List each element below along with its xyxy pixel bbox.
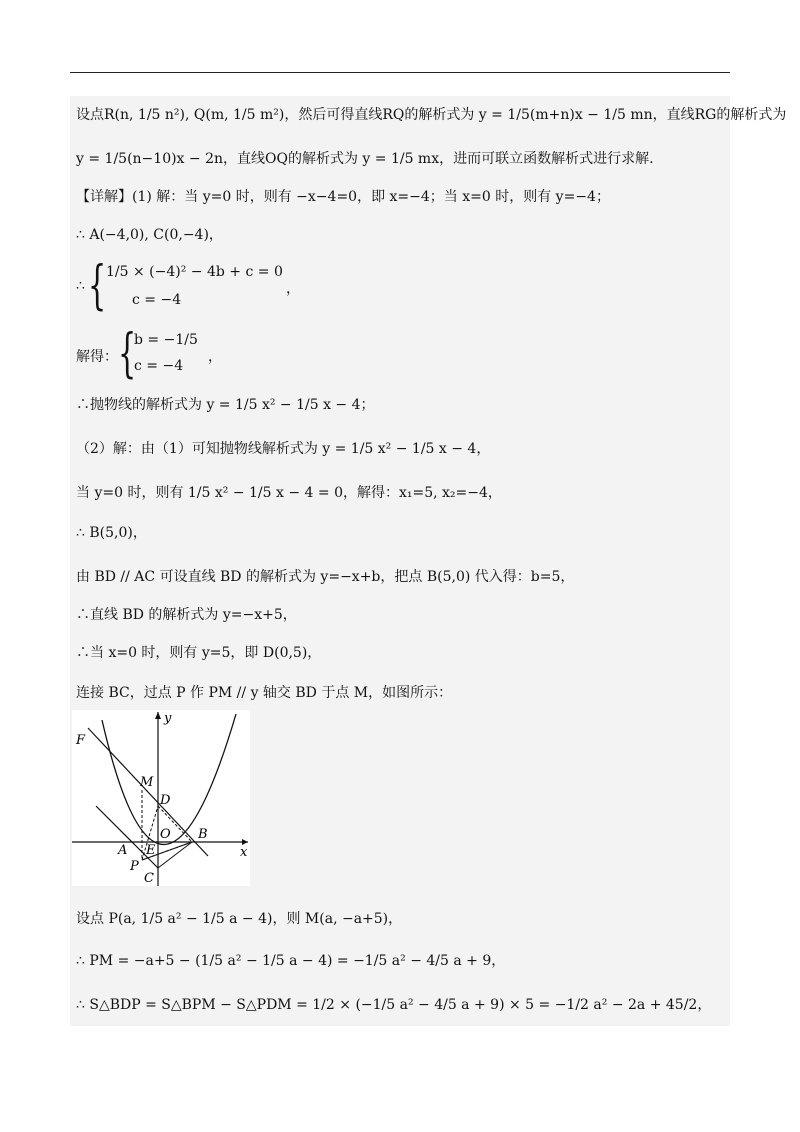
parabola-figure [72, 710, 250, 886]
punctuation: ， [286, 281, 300, 297]
text-line: 连接 BC，过点 P 作 PM // y 轴交 BD 于点 M，如图所示： [76, 685, 453, 701]
segment-cb [158, 842, 192, 868]
text-line: 由 BD // AC 可设直线 BD 的解析式为 y=−x+b，把点 B(5,0) 代入得：b=5， [76, 569, 575, 585]
text-line: ∴ PM = −a+5 − (1/5 a² − 1/5 a − 4) = −1/5 a² − 4/5 a + 9， [76, 953, 506, 969]
equation-system-1 [76, 258, 336, 318]
therefore-symbol: ∴ [76, 278, 85, 294]
text-line: 【详解】(1) 解：当 y=0 时，则有 −x−4=0，即 x=−4；当 x=0 时，则有 y=−4； [76, 189, 610, 205]
label-y: y [164, 711, 172, 726]
label-c: C [144, 871, 154, 886]
label: 解得： [76, 349, 118, 365]
header-rule [70, 72, 730, 73]
text-line: ∴ S△BDP = S△BPM − S△PDM = 1/2 × (−1/5 a² − 4/5 a + 9) × 5 = −1/2 a² − 2a + 45/2， [76, 997, 712, 1013]
equation: 1/5 × (−4)² − 4b + c = 0 [106, 264, 283, 280]
text-line: ∴ A(−4,0), C(0,−4)， [76, 227, 223, 243]
text-line: ∴ B(5,0)， [76, 525, 147, 541]
text-line: ∴抛物线的解析式为 y = 1/5 x² − 1/5 x − 4； [76, 397, 375, 413]
equation: c = −4 [134, 358, 184, 374]
figure-svg [72, 710, 250, 886]
text-line: （2）解：由（1）可知抛物线解析式为 y = 1/5 x² − 1/5 x − 4， [76, 441, 491, 457]
label-d: D [160, 793, 171, 808]
label-o: O [160, 827, 171, 842]
label-p: P [130, 859, 139, 874]
label-x: x [240, 845, 248, 860]
text-line: y = 1/5(n−10)x − 2n，直线OQ的解析式为 y = 1/5 mx，进而可联立函数解析式进行求解. [76, 151, 654, 167]
equation-system-2 [76, 324, 276, 384]
solution-block [70, 96, 787, 1026]
label-m: M [140, 775, 154, 790]
label-b: B [198, 827, 208, 842]
label-a: A [118, 843, 128, 858]
equation: c = −4 [132, 292, 182, 308]
text-line: 设点 P(a, 1/5 a² − 1/5 a − 4)，则 M(a, −a+5)， [76, 911, 403, 927]
brace-icon: { [118, 324, 137, 384]
brace-icon: { [88, 256, 107, 316]
text-line: 设点R(n, 1/5 n²), Q(m, 1/5 m²)，然后可得直线RQ的解析式为 y = 1/5(m+n)x − 1/5 mn，直线RG的解析式为 [76, 107, 787, 123]
text-line: 当 y=0 时，则有 1/5 x² − 1/5 x − 4 = 0，解得：x₁=5, x₂=−4， [76, 485, 502, 501]
y-axis-arrow-icon [155, 712, 161, 719]
equation: b = −1/5 [134, 332, 198, 348]
line-ac [96, 806, 158, 868]
label-f: F [76, 733, 86, 748]
parabola-curve [102, 714, 236, 845]
punctuation: ， [208, 349, 222, 365]
text-line: ∴直线 BD 的解析式为 y=−x+5， [76, 607, 297, 623]
label-e: E [146, 843, 156, 858]
text-line: ∴当 x=0 时，则有 y=5，即 D(0,5)， [76, 645, 322, 661]
